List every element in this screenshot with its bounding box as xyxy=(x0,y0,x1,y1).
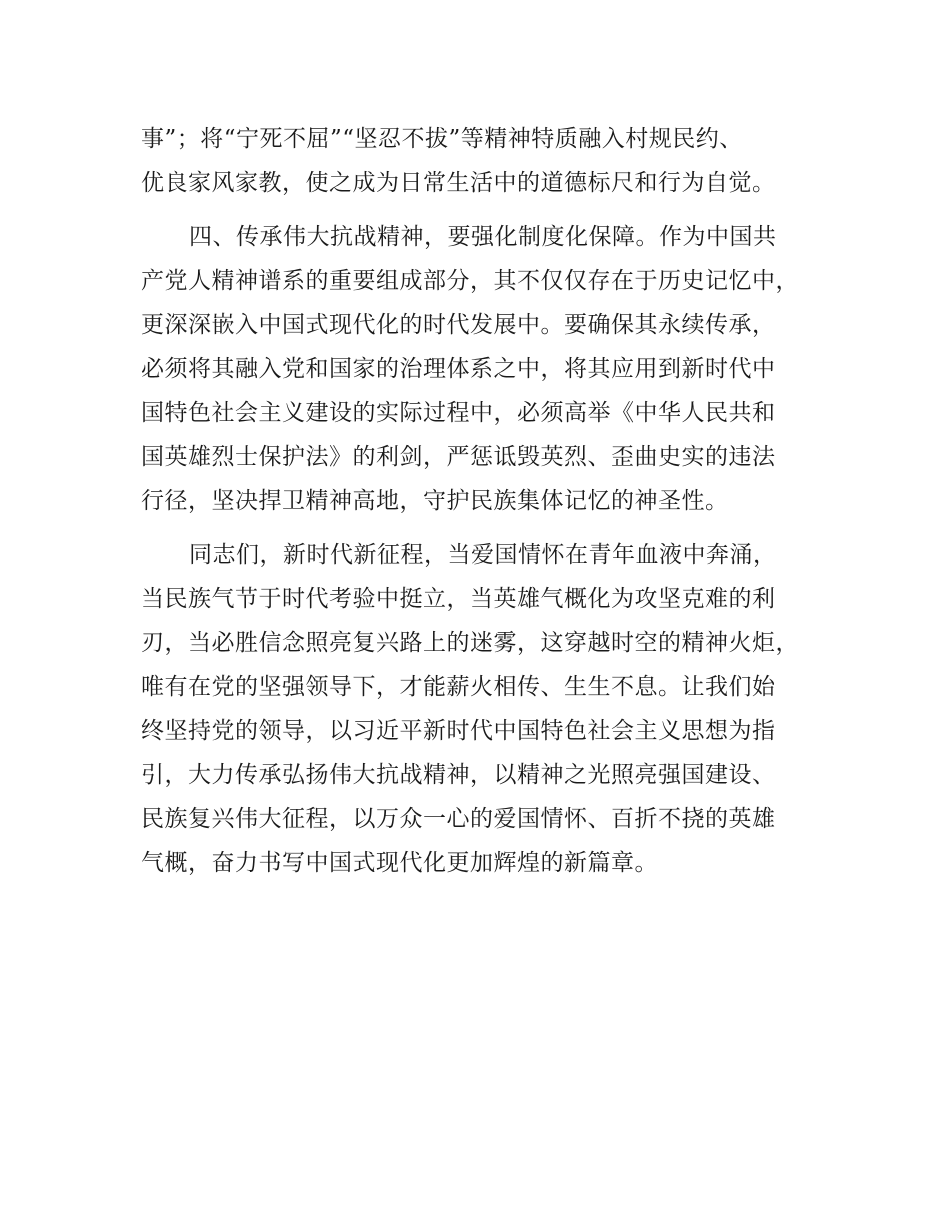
text-line: 当民族气节于时代考验中挺立，当英雄气概化为攻坚克难的利 xyxy=(141,586,776,612)
text-line: 国特色社会主义建设的实际过程中，必须高举《中华人民共和 xyxy=(141,400,776,426)
paragraph-institutional-safeguard xyxy=(141,215,831,523)
text-line: 终坚持党的领导，以习近平新时代中国特色社会主义思想为指 xyxy=(141,718,776,744)
text-line: 同志们，新时代新征程，当爱国情怀在青年血液中奔涌， xyxy=(189,542,777,568)
text-line: 产党人精神谱系的重要组成部分，其不仅仅存在于历史记忆中， xyxy=(141,268,799,294)
paragraph-closing xyxy=(141,533,831,885)
text-line: 唯有在党的坚强领导下，才能薪火相传、生生不息。让我们始 xyxy=(141,674,776,700)
text-line: 国英雄烈士保护法》的利剑，严惩诋毁英烈、歪曲史实的违法 xyxy=(141,444,776,470)
text-line: 民族复兴伟大征程，以万众一心的爱国情怀、百折不挠的英雄 xyxy=(141,806,776,832)
body-text xyxy=(141,117,831,885)
text-line: 四、传承伟大抗战精神，要强化制度化保障。作为中国共 xyxy=(189,224,777,250)
text-line: 必须将其融入党和国家的治理体系之中，将其应用到新时代中 xyxy=(141,356,776,382)
text-line: 行径，坚决捍卫精神高地，守护民族集体记忆的神圣性。 xyxy=(141,488,729,514)
text-line: 刃，当必胜信念照亮复兴路上的迷雾，这穿越时空的精神火炬， xyxy=(141,630,799,656)
text-line: 优良家风家教，使之成为日常生活中的道德标尺和行为自觉。 xyxy=(141,170,776,196)
paragraph-continuation xyxy=(141,117,831,205)
text-line: 气概，奋力书写中国式现代化更加辉煌的新篇章。 xyxy=(141,850,658,876)
text-line: 事”；将“宁死不屈”“坚忍不拔”等精神特质融入村规民约、 xyxy=(141,126,743,152)
text-line: 更深深嵌入中国式现代化的时代发展中。要确保其永续传承， xyxy=(141,312,776,338)
text-line: 引，大力传承弘扬伟大抗战精神，以精神之光照亮强国建设、 xyxy=(141,762,776,788)
